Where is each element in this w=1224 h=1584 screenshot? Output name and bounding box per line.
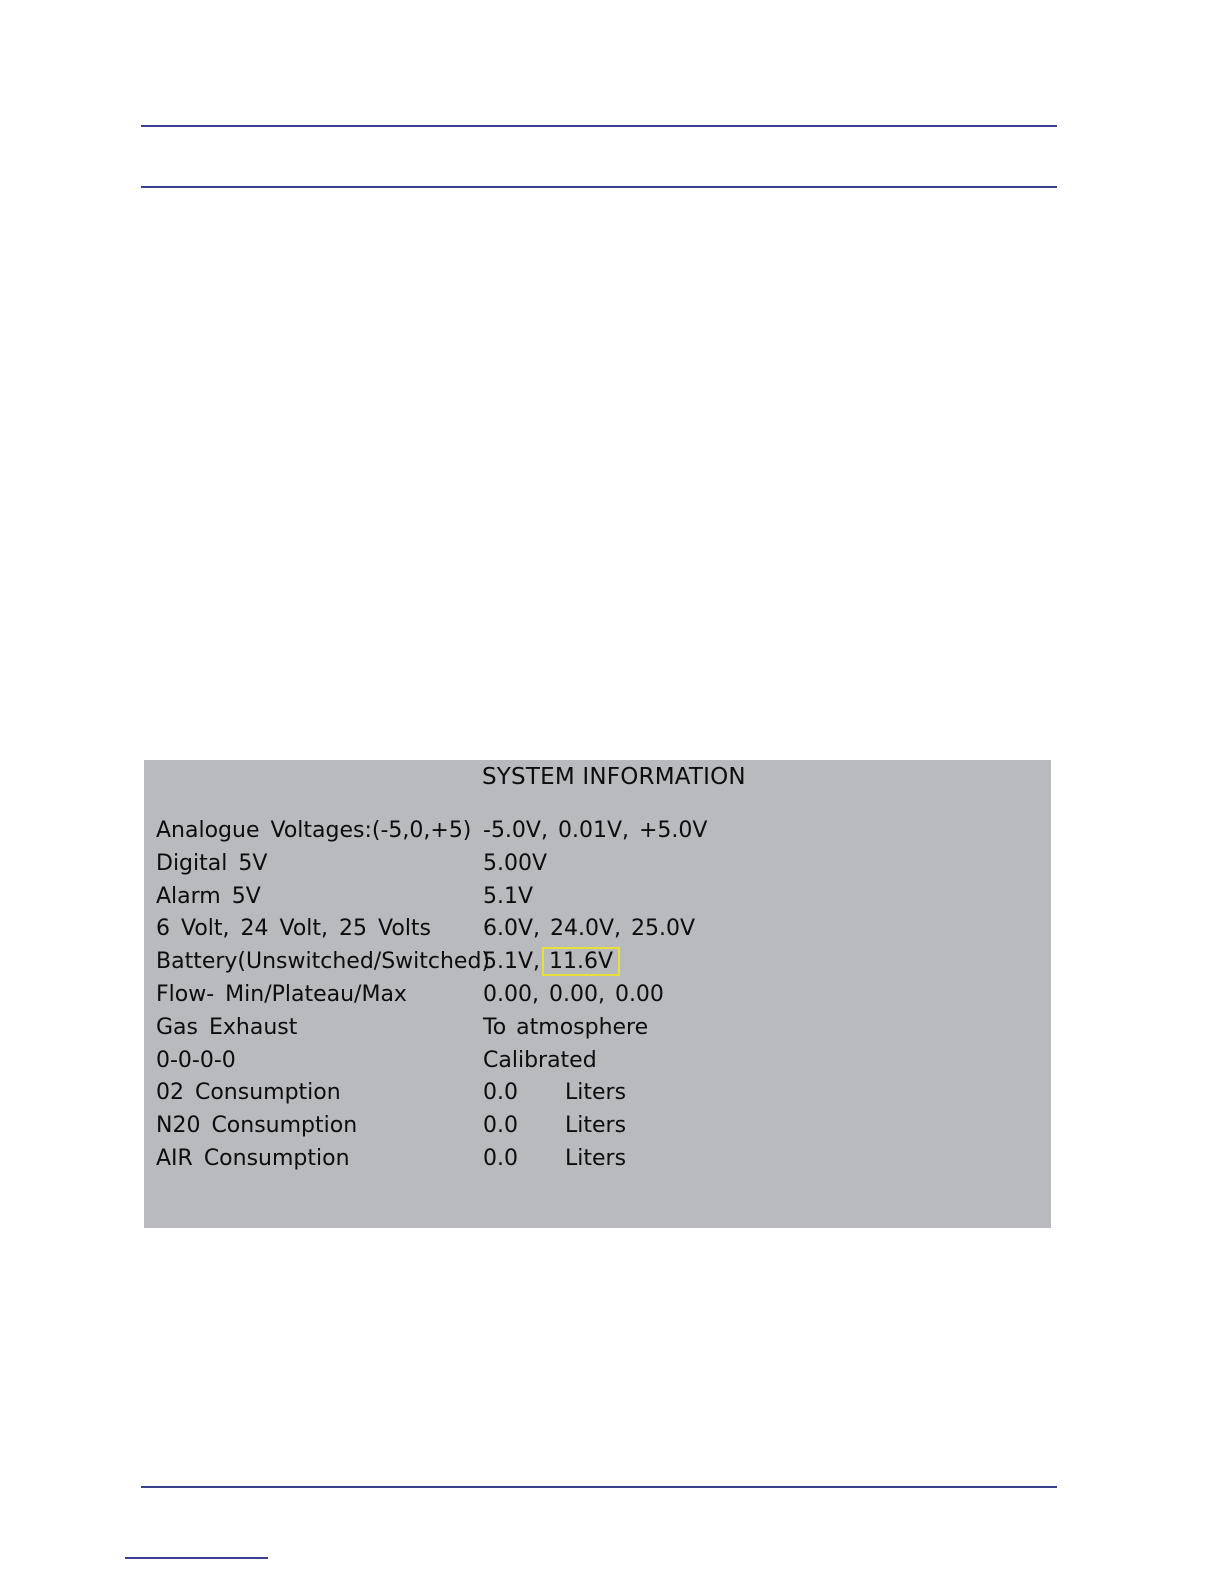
row-label: Alarm 5V	[156, 883, 261, 909]
consumption-amount: 0.0	[483, 1113, 518, 1139]
row-flow	[156, 982, 1036, 1015]
row-value: 6.0V, 24.0V, 25.0V	[483, 916, 696, 942]
row-gas-exhaust	[156, 1015, 1036, 1048]
row-calibration	[156, 1048, 1036, 1081]
row-digital-5v	[156, 851, 1036, 884]
consumption-unit: Liters	[565, 1145, 627, 1171]
consumption-amount: 0.0	[483, 1145, 518, 1171]
row-label: N20 Consumption	[156, 1113, 358, 1139]
consumption-amount: 0.0	[483, 1080, 518, 1106]
row-6-24-25-volts	[156, 916, 1036, 949]
row-o2-consumption	[156, 1080, 1036, 1113]
row-label: 6 Volt, 24 Volt, 25 Volts	[156, 916, 432, 942]
footer-rule	[141, 1486, 1057, 1488]
row-label: Analogue Voltages:(-5,0,+5)	[156, 818, 472, 843]
row-n2o-consumption	[156, 1113, 1036, 1146]
footer-short-rule	[125, 1557, 268, 1559]
row-air-consumption	[156, 1146, 1036, 1179]
row-battery	[156, 949, 1036, 982]
row-label: Flow- Min/Plateau/Max	[156, 981, 407, 1007]
row-value	[483, 1113, 626, 1138]
row-analogue-voltages	[156, 818, 1036, 851]
header-rule-bottom	[141, 186, 1057, 188]
screen-title: SYSTEM INFORMATION	[482, 764, 746, 790]
row-label: Battery(Unswitched/Switched)	[156, 949, 491, 975]
row-value	[483, 1146, 626, 1171]
consumption-unit: Liters	[565, 1080, 627, 1106]
row-label: AIR Consumption	[156, 1145, 350, 1171]
system-information-screen	[144, 760, 1051, 1228]
row-value: Calibrated	[483, 1047, 597, 1073]
row-value: 5.00V	[483, 850, 548, 876]
row-label: 02 Consumption	[156, 1080, 341, 1106]
system-information-list	[156, 818, 1036, 1179]
row-value	[483, 1080, 626, 1105]
row-label: Digital 5V	[156, 850, 268, 876]
row-value: 5.1V	[483, 883, 534, 909]
row-label: 0-0-0-0	[156, 1047, 236, 1073]
battery-switched-value-highlighted: 11.6V	[542, 947, 620, 976]
row-label: Gas Exhaust	[156, 1014, 298, 1040]
row-value: To atmosphere	[483, 1014, 649, 1040]
consumption-unit: Liters	[565, 1113, 627, 1139]
row-alarm-5v	[156, 884, 1036, 917]
row-value: -5.0V, 0.01V, +5.0V	[483, 818, 708, 843]
row-value: 0.00, 0.00, 0.00	[483, 981, 664, 1007]
row-value	[483, 949, 620, 974]
header-rule-top	[141, 125, 1057, 127]
battery-unswitched-value: 5.1V,	[483, 949, 541, 975]
